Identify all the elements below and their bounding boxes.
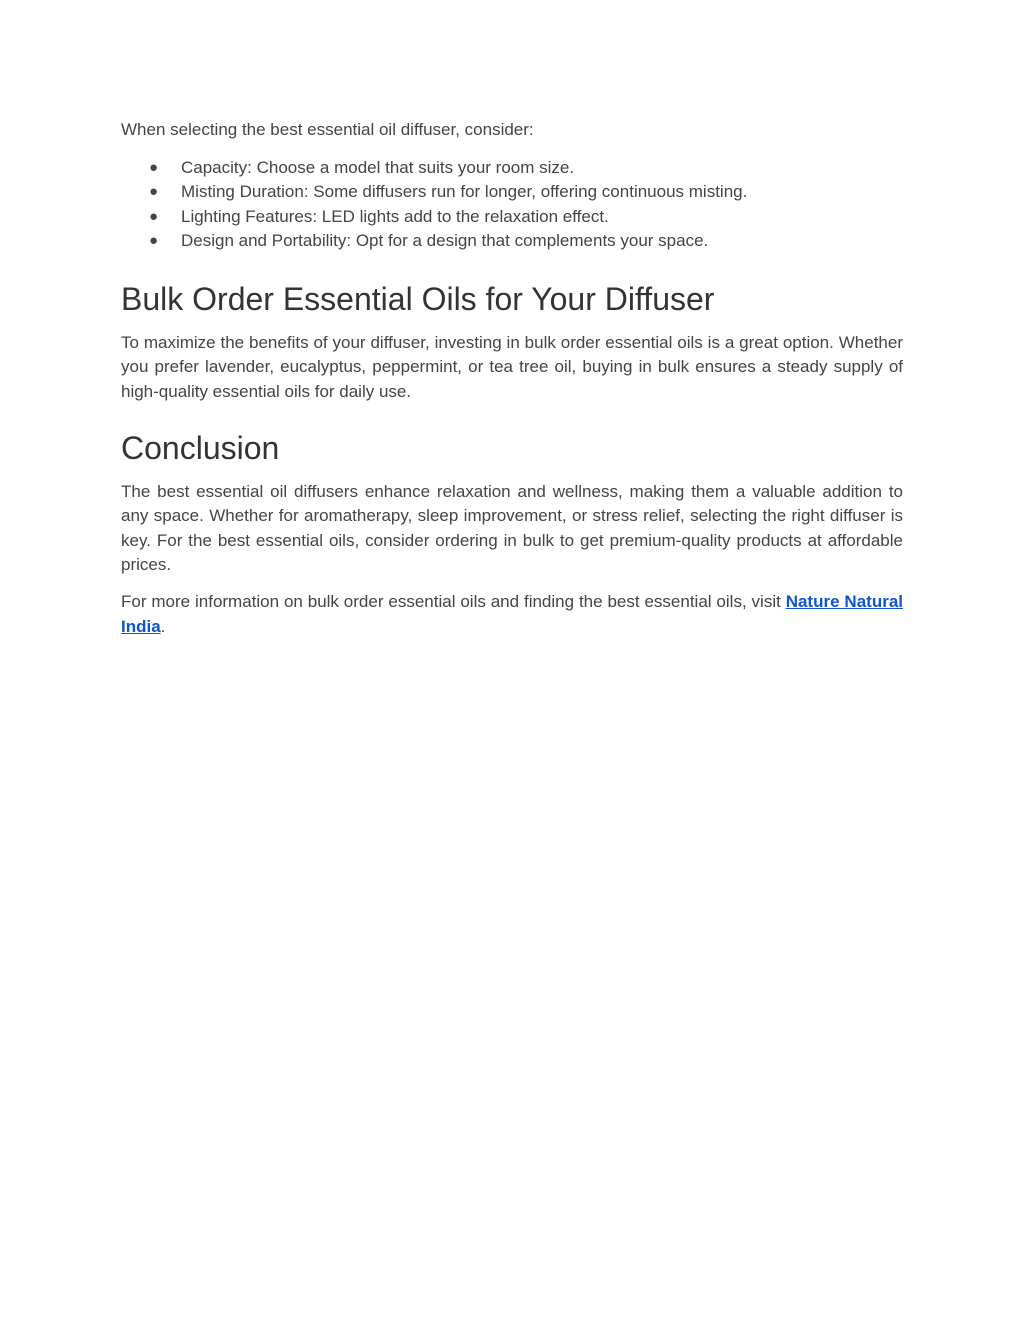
list-item-text: Lighting Features: LED lights add to the relaxation effect. <box>181 206 609 226</box>
list-item-text: Design and Portability: Opt for a design that complements your space. <box>181 230 709 250</box>
bulk-order-paragraph: To maximize the benefits of your diffuser, investing in bulk order essential oils is a great option. Whether you prefer lavender, eucalyptus, peppermint, or tea tree oil, buying in bulk ensures a steady supply of high-quality essential oils for daily use. <box>121 333 903 401</box>
nature-natural-india-link[interactable]: Nature Natural India <box>121 592 903 636</box>
conclusion-heading: Conclusion <box>121 430 280 467</box>
document-page <box>121 118 903 639</box>
list-item <box>121 156 903 180</box>
list-item <box>121 205 903 229</box>
list-item-text: Misting Duration: Some diffusers run for longer, offering continuous misting. <box>181 182 748 202</box>
list-item <box>121 180 903 204</box>
conclusion-paragraph: The best essential oil diffusers enhance relaxation and wellness, making them a valuable addition to any space. Whether for aromatherapy, sleep improvement, or stress relief, selecting the right diffuser is key. For the best essential oils, consider ordering in bulk to get premium-quality products at affordable prices. <box>121 482 903 574</box>
bullet-list <box>121 156 903 253</box>
list-item-text: Capacity: Choose a model that suits your room size. <box>181 158 575 177</box>
bullet-icon: ● <box>149 207 159 225</box>
bulk-order-heading: Bulk Order Essential Oils for Your Diffuser <box>121 281 715 318</box>
trailing-period: . <box>160 616 166 636</box>
bullet-icon: ● <box>149 159 159 176</box>
list-item <box>121 229 903 253</box>
more-info-text: For more information on bulk order essential oils and finding the best essential oils, visit <box>121 592 786 612</box>
intro-text: When selecting the best essential oil diffuser, consider: <box>121 120 534 139</box>
more-info-paragraph <box>121 590 903 639</box>
bullet-icon: ● <box>149 183 159 201</box>
bullet-icon: ● <box>149 231 159 249</box>
